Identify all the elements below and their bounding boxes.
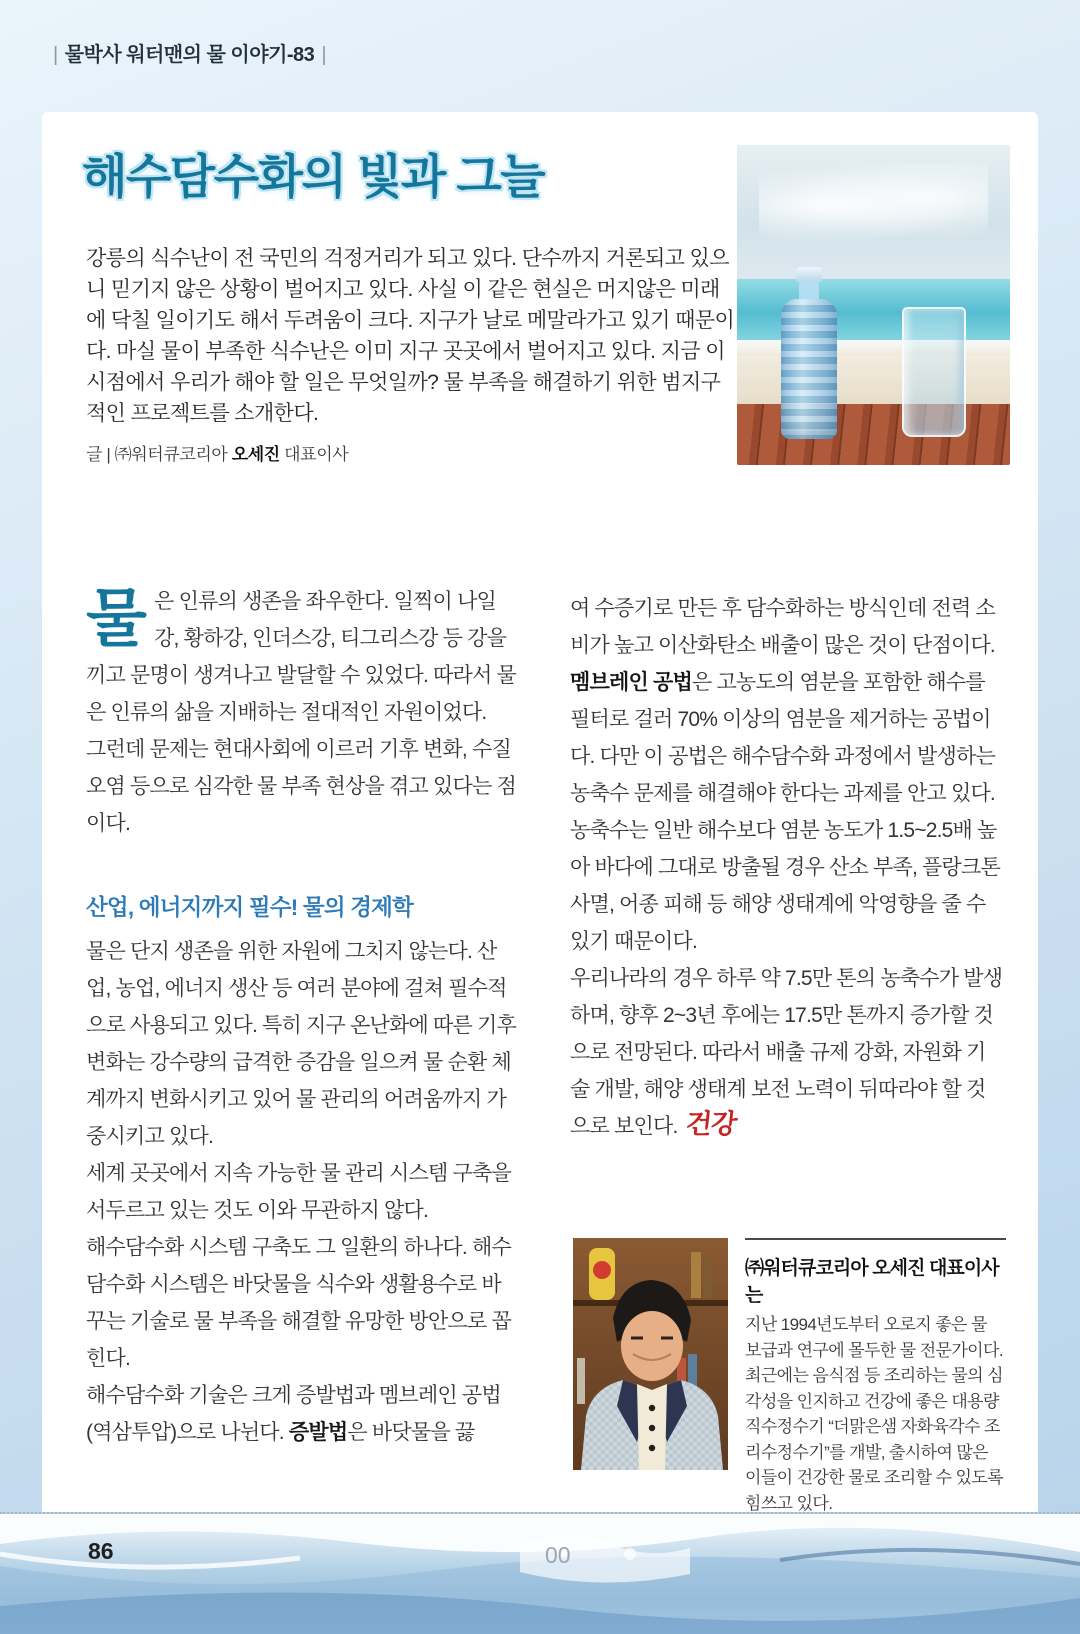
author-photo: [573, 1238, 728, 1470]
bio-body: 지난 1994년도부터 오로지 좋은 물 보급과 연구에 몰두한 물 전문가이다. 최근에는 음식점 등 조리하는 물의 심각성을 인지하고 건강에 좋은 대용량직수정수기 “더맑은샘 자화육각수 조리수정수기”를 개발, 출시하여 많은 이들이 건강한 물로 조리할 수 있도록 힘쓰고 있다.: [745, 1315, 1003, 1513]
photo-wooden-table: [737, 404, 1010, 465]
paragraph-text: 은 바닷물을 끓: [347, 1421, 475, 1444]
byline-suffix: 대표이사: [279, 445, 349, 464]
byline-prefix: 글 | ㈜워터큐코리아: [86, 445, 232, 464]
paragraph: 여 수증기로 만든 후 담수화하는 방식인데 전력 소비가 높고 이산화탄소 배출이 많은 것이 단점이다.: [570, 597, 995, 657]
paragraph: 물은 단지 생존을 위한 자원에 그치지 않는다. 산업, 농업, 에너지 생산 등 여러 분야에 걸쳐 필수적으로 사용되고 있다. 특히 지구 온난화에 따른 기후변화는 강수량의 급격한 증감을 일으켜 물 순환 체계까지 변화시키고 있어 물 관리의 어려움까지 가중시키고 있다.: [86, 940, 516, 1148]
series-header-label: 물박사 워터맨의 물 이야기-83: [64, 44, 315, 66]
paragraph-text: 은 고농도의 염분을 포함한 해수를 필터로 걸러 70% 이상의 염분을 제거하는 공법이다. 다만 이 공법은 해수담수화 과정에서 발생하는 농축수 문제를 해결해야 한다는 과제를 안고 있다. 농축수는 일반 해수보다 염분 농도가 1.5~2.5배 높아 바다에 그대로 방출될 경우 산소 부족, 플랑크톤 사멸, 어종 피해 등 해양 생태계에 악영향을 줄 수 있기 때문이다.: [570, 671, 1000, 953]
paragraph: 세계 곳곳에서 지속 가능한 물 관리 시스템 구축을 서두르고 있는 것도 이와 무관하지 않다.: [86, 1162, 511, 1222]
beach-photo: [737, 145, 1010, 465]
paragraph: 그런데 문제는 현대사회에 이르러 기후 변화, 수질 오염 등으로 심각한 물 부족 현상을 겪고 있다는 점이다.: [86, 738, 516, 835]
water-glass: [902, 307, 966, 437]
paragraph-text: 은 인류의 생존을 좌우한다. 일찍이 나일강, 황하강, 인더스강, 티그리스강 등 강을 끼고 문명이 생겨나고 발달할 수 있었다. 따라서 물은 인류의 삶을 지배하는 절대적인 자원이었다.: [86, 590, 516, 724]
bio-text-block: [745, 1238, 1006, 1516]
photo-sea: [737, 279, 1010, 340]
paragraph-text: 해수담수화 기술은 크게 증발법과 멤브레인 공법(역삼투압)으로 나뉜다.: [86, 1384, 501, 1444]
bio-title: ㈜워터큐코리아 오세진 대표이사는: [745, 1258, 999, 1306]
bio-divider: [745, 1238, 1006, 1240]
dropcap: 물: [86, 584, 147, 654]
page-number: 86: [88, 1538, 114, 1564]
paragraph: [86, 583, 518, 731]
bottle-body: [781, 299, 837, 439]
author-bio: [573, 1238, 1006, 1516]
paragraph: [570, 960, 1004, 1145]
series-header: [46, 38, 333, 67]
photo-shore-foam: [737, 340, 1010, 356]
water-bottle: [781, 267, 837, 439]
column-left: [86, 583, 518, 1451]
magazine-end-logo: 건강: [683, 1109, 738, 1139]
paragraph-text: 우리나라의 경우 하루 약 7.5만 톤의 농축수가 발생하며, 향후 2~3년 후에는 17.5만 톤까지 증가할 것으로 전망된다. 따라서 배출 규제 강화, 자원화 기술 개발, 해양 생태계 보전 노력이 뒤따라야 할 것으로 보인다.: [570, 967, 1003, 1138]
photo-cloud: [759, 164, 988, 247]
article-title: 해수담수화의 빛과 그늘: [82, 150, 545, 203]
header-left-bar: |: [53, 44, 58, 66]
author-portrait-illustration: [573, 1238, 728, 1470]
byline-author-name: 오세진: [231, 445, 280, 464]
article-intro: 강릉의 식수난이 전 국민의 걱정거리가 되고 있다. 단수까지 거론되고 있으니 믿기지 않은 상황이 벌어지고 있다. 사실 이 같은 현실은 머지않은 미래에 닥칠 일이기도 해서 두려움이 크다. 지구가 날로 메말라가고 있기 때문이다. 마실 물이 부족한 식수난은 이미 지구 곳곳에서 벌어지고 있다. 지금 이 시점에서 우리가 해야 할 일은 무엇일까? 물 부족을 해결하기 위한 범지구적인 프로젝트를 소개한다.: [86, 247, 735, 425]
bold-term: 멤브레인 공법: [570, 671, 692, 694]
page-number-secondary: 00: [545, 1542, 571, 1568]
water-wave-illustration: [0, 1514, 1080, 1634]
water-splash-footer: [0, 1512, 1080, 1634]
paragraph: [86, 1377, 518, 1451]
bold-term: 증발법: [288, 1421, 348, 1444]
paragraph: [570, 664, 1004, 960]
section-heading: 산업, 에너지까지 필수! 물의 경제학: [86, 895, 414, 920]
photo-sand: [737, 356, 1010, 407]
paragraph: 해수담수화 시스템 구축도 그 일환의 하나다. 해수담수화 시스템은 바닷물을 식수와 생활용수로 바꾸는 기술로 물 부족을 해결할 유망한 방안으로 꼽힌다.: [86, 1236, 511, 1370]
header-right-bar: |: [321, 44, 327, 66]
column-right: [570, 590, 1004, 1145]
byline: [86, 440, 348, 465]
bottle-cap: [796, 267, 822, 282]
